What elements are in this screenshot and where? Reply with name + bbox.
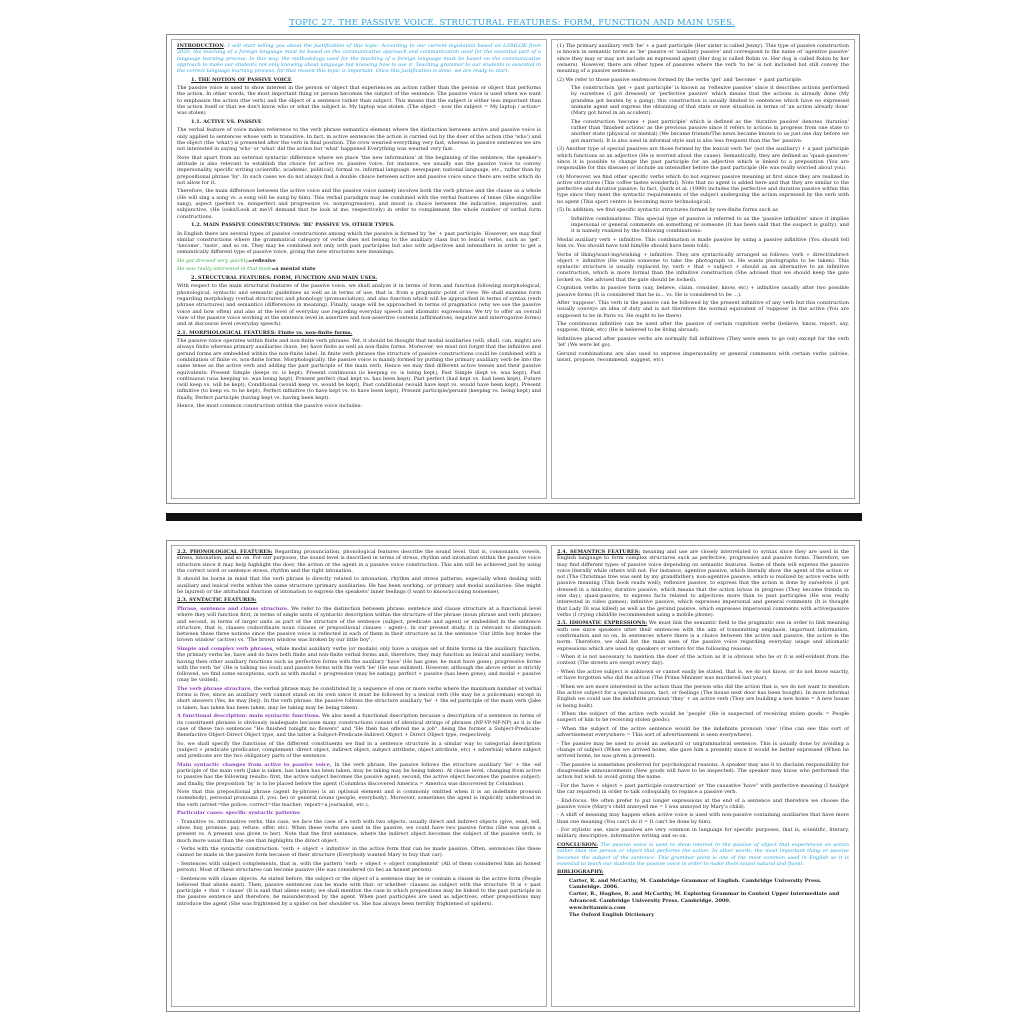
use-item-10: - A shift of meaning may happen when active voice is used with non-passive containing auxiliaries that have more than one meaning (You can't do it = It can't be done by him). [557,812,849,825]
section-1-paragraph: The passive voice is used to show interest in the person or object that experiences an action rather than the person or object that performs the action. In other words, the most important thing or person becomes the subject of the sentence. The passive voice is used when we want to emphasize the action (the verb) and the object of a sentence rather than subject. This means that the subject is either less important than the action itself or that we don't know who or what the subject is. My laptop was stolen. (The object - now the subject = My laptop / action= was stolen) [177,85,541,117]
use-item-8: - For the 'have + object + past participle construction' or 'the causative 'have'' with perfective meaning (I had/got the car repaired) in order to talk colloquially to replace a passive verb. [557,782,849,796]
example-mental-state-text: He was really interested in that book [177,266,272,273]
agent-by-phrase-paragraph: Note that this prepositional phrase (agent by-phrase) is an optional element and is commonly omitted when it is an indefinite pronoun (somebody), personal pronouns (I, you, he) or general nouns (people, everybody). Moreover, sometimes the agent is implicitly understood in the verb (arrest=the police; correct=the teacher; report=a journalist, etc.). [177,789,541,808]
specific-verbs-paragraph: (4) Moreover, we find other specific verbs which do not express passive meaning at first since they are realized in active structures (This coffee tastes wonderful). Note that no agent is added here and that they are similar to the perfective and durative passive. In fact, Quirk et al. (1990) includes the perfective and durative passive within this type since they meet the syntactic requirements of the subject undergoing the action expressed by the verb with no agent (This sport centre is becoming more technological). [557,173,849,205]
use-item-2: - When the active subject is unknown or cannot easily be stated, that is, we do not know, or do not know exactly, or have forgotten who did the action (The Prime Minister was murdered last year). [557,668,849,682]
object-infinitive-item: - Verbs with the syntactic construction: 'verb + object + infinitive' in the active form that can be made passive. Often, sentences like these cannot be made in the passive form because of their structure (Everybody wanted Mary to buy that car). [177,846,541,859]
example-reflexive [177,258,541,264]
bibliography-entry-2: Carter, R., Hughes, R. and McCarthy, M. Exploring Grammar in Context Upper Intermediate and Advanced. Cambridge University Press. Cambridge. 2000. [569,891,840,904]
page-2 [166,540,860,1012]
page-2-left-column [171,545,547,1007]
verb-phrases-subheading: Simple and complex verb phrases, [177,645,274,652]
conclusion-text: The passive voice is used to show interest in the passive of object that experiences an action rather than the person or object that performs the action. In other words, the most important thing or passive becomes the subject of the sentence. This grammar point is one of the most common used in English so it is essential to teach our students the passive voice in order to make them sound natural and fluent. [557,841,849,867]
verb-phrase-structure-text: the verbal phrase may be constituted by a sequence of one or more verbs where the maximum number of verbal forms is five, since an auxiliary verb cannot stand on its own since it must be followed by a lexical verb (He may be a policeman) except in short answers (Yes, he may [be]). In the verb phrase, the passive follows the structure auxiliary 'be' + the ed participle of the main verb (Jake is taken, has taken has been taken, may be taking may be being taken). [177,685,541,711]
transitive-verbs-item: - Transitive vs. intransitive verbs, this case, we face the case of a verb with two objects, usually direct and indirect objects (give, send, tell, show, buy, promise, pay, refuse, offer, etc). When these verbs are used in the passive, we could have two passive forms (She was given a present vs. A present was given to her). Note that the first sentence, where the indirect object becomes the subject of the passive verb, is much more usual than the one that highlights the direct object. [177,818,541,844]
subject-complements-item: - Sentences with subject complements, that is, with the pattern 'verb + object + object complement' (All of them considered him an honest person). Most of these structures can become passive (He was considered (to be) an honest person). [177,860,541,874]
use-item-5: - When the subject of the active sentence would be the indefinite pronoun 'one' (One can see this sort of advertisement everywhere = This sort of advertisement is seen everywhere). [557,725,849,739]
get-passive-bullet: The construction 'get + past participle' is known as 'reflexive passive' since it describes actions performed by ourselves (I got dressed) or 'perfective passive' which means that the actions is already done (My grandma got beaten by a gang); this construction is usually limited to sentences which have no expressed animate agent and express the obtaining of that state or new situation in terms of 'an action already done' (Mary got hired in an accident). [571,85,849,117]
use-item-1: - When it is not necessary to mention the doer of the action as it is obvious who he or it is self-evident from the context (The streets are swept every day). [557,654,849,667]
conclusion-label: CONCLUSION: [557,841,599,848]
section-2-2-heading: 2.2. PHONOLOGICAL FEATURES: [177,549,273,555]
section-1-2-heading: 1.2. MAIN PASSIVE CONSTRUCTIONS: 'BE' PASSIVE VS. OTHER TYPES. [191,222,395,229]
conclusion-paragraph [557,842,849,867]
non-finite-paragraph: (5) In addition, we find specific syntactic structures formed by non-finite forms such as [557,207,778,214]
introduction-label: INTRODUCTION [177,43,224,49]
cognition-verbs-paragraph: Cognition verbs in passive form (say, believe, claim, consider, know, etc) + infinitive usually after two possible passive forms (It is considered that he is... vs. He is considered to be ...). [557,285,849,298]
section-2-1-paragraph-2: Hence, the most common construction within the passive voice includes: [177,403,362,410]
phrase-structure-paragraph [177,606,541,644]
section-1-1-paragraph-2: Note that apart from an external syntactic difference where we place 'the new information' at the beginning of the sentence, the speaker's attitude is also relevant to establish the choice for active vs. passive voice, for instance, we usually use the passive voice to convey impersonality, specific writing (scientific, academic, political), formal vs. informal language, newspaper, national language, etc., rather than by prepositional phrase 'by'. In such cases we do not always find a double choice between active and passive voice since there are verbs which do not allow for it. [177,154,541,186]
example-reflexive-text: He got dressed very quickly [177,257,249,264]
section-1-1-paragraph-3: Therefore, the main difference between the active voice and the passive voice namely involves both the verb phrase and the clause as a whole (He will sing a song vs. a song will be sung by him). This verbal paradigm may be combined with the verbal features of tense (She sings/She sang), aspect (perfect vs. nonperfect and progressive vs. nonprogressive), and mood (a choice between the indicative, imperative, and subjunctive, (He looks/Look at me!/I demand that he look at me, respectively) in order to complement the whole number of verbal form constructions. [177,188,541,220]
idiomatic-text: We must link the semantic field to the pragmatic one in order to link meaning with use since speakers utter their sentences with the aim of transmitting emphasis, important information, confirmation and so on. In sentences where there is a choice between the active and passive, the active is the norm. Therefore, we shall list the main uses of the passive voice regarding everyday usage and idiomatic expressions which are used by speakers or writers for the following reasons: [557,620,849,652]
semantics-text: meaning and use are closely interrelated to syntax since they are used in the English language to form complex structures such as perfective, progressive and passive forms. Therefore, we may find different types of passive voice depending on semantic features. Some of them will express the passive voice literally while others will not. For instance, agentive passive, which literally show the agent of the action or not (The Christmas tree was sent by my grandfather); non-agentive passive, which is realized by active verbs with passive meaning (This book reads well); reflexive passive, to express that the action is done by ourselves (I got dressed in a minute); durative passive, which means that the action is/was in progress (They became friends in one day); quasi-passive, to express facts related to adjectives more than to past participles (He was really interested in video games); infinitive passive, which expresses impersonal and general comments (It is thought that Lady Di was killed) as well as the gerund passive, which expresses impersonal comments with active/passive verbs (I crying child/He recommended using a mobile phone). [557,549,850,618]
page-1-left-column [171,39,547,499]
use-item-11: - For stylistic use, since passives are very common in language for specific purposes, that is, scientific, literary, military, descriptive, informative writing and so on. [557,827,849,840]
section-2-1-heading: 2.1. MORPHOLOGICAL FEATURES: Finite vs. non-finite forms. [177,329,353,336]
syntactic-changes-text: In the verb phrase, the passive follows the structure auxiliary 'be' + the -ed participle of the main verb (Jake is taken, has taken has been taken, may be taking may be being taken). At clause level, changing from active to passive has the following results: first, the active subject becomes the passive agent; second, the active object becomes the passive subject; and finally, the preposition 'by' is to be placed before the agent (Columbus discovered America = America was discovered by Columbus). [177,761,542,787]
use-item-7: - The passive is sometimes preferred for psychological reasons. A speaker may use it to disclaim responsibility for disagreeable announcements (New goods will have to be inspected). The speaker may know who performed the action but wish to avoid giving the name. [557,761,849,781]
example-mental-state [177,266,541,272]
syntactic-changes-paragraph [177,762,541,787]
idiomatic-paragraph [557,620,849,651]
get-become-paragraph: (2) We refer to those passive sentences formed by the verbs 'get' and 'become' + past participle. [557,76,803,83]
full-infinitives-paragraph: Infinitives placed after passive verbs are normally full infinitives (They were seen to go out) except for the verb 'let' (We were let go). [557,335,849,349]
page-divider [166,513,862,521]
verb-phrases-text: while modal auxiliary verbs (or modals) only have a unique set of finite forms in the auxiliary function, the primary verbs be, have and do have both finite and non-finite verbal forms and, therefore, they may function as lexical and auxiliary verbs, having then other auxiliary functions such as perfective forms with the auxiliary 'have' (He has gone, he must have gone); progressive forms with the verb 'be' (He is talking too loud) and passive forms with the verb 'be' (He was enlisted). However, although the above order is strictly followed, we find some exceptions, such as with modal + progressive (may be eating); perfect + passive (has been gone); and modal + passive (may be visited). [177,645,541,684]
syntactic-changes-subheading: Main syntactic changes from active to passive voice, [177,761,332,768]
introduction-text: : I will start telling you about the justification of this topic. According to our current legislation based on LOMLOE from 2020, the teaching of a foreign language must be based on the communicative approach and communication used for the essential part of a language learning process. In this way, the methodology used for the teaching of a foreign language must be based on the communicative approach to make our students not only knowing about language but knowing how to use it. Teaching grammar to our students is essential in the correct language learning process, for that reason this topic is important. Once this justification is done, we are ready to start. [177,43,541,75]
use-item-4: - When the subject of the active verb would be 'people' (He is suspected of receiving stolen goods = People suspect of him to be receiving stolen goods). [557,711,849,724]
introduction-paragraph [177,43,541,74]
functional-description-text: We also need a functional description because a description of a sentence in terms of its constituent phrases is obviously inadequate because many constructions consist of identical strings of phrases (NP-VP-NP-NP) as it is the case of these two sentences "He finished tonight no flowers" and "He then has offered me a job", being the former a Subject-Predicate-Benefactive Object-Direct Object type, and the latter a Subject-Predicate-Indirect Object + Direct Object type, respectively. [177,713,541,739]
section-1-1-paragraph-1: The verbal feature of voice makes reference to the verb phrase semantics element where the distinction between active and passive voice is only applied to sentences whose verb is transitive. In fact, in active sentences the action is carried out by the doer of the action (the 'who') and the object (the 'what') is presented after the verb in final position. The crow wearied everything very fast, whereas in passive sentences we are not interested in saying 'who' or 'what' did the action but 'what' happened Everything was wearied very fast. [177,127,542,153]
functional-description-subheading: A functional description: main syntactic functions. [177,713,321,720]
bibliography-entry-3: www.britannica.com [569,904,626,911]
section-2-3-heading: 2.3. SYNTACTIC FEATURES: [177,597,257,604]
modal-infinitive-paragraph: Modal auxiliary verb + infinitive. This combination is made passive by using a passive infinitive (You should tell him vs. You should have told him/He should have been told). [557,236,849,250]
example-reflexive-tag: =reflexive [248,257,276,264]
page-1 [166,34,860,504]
verb-phrases-paragraph [177,646,541,684]
gerund-combinations-paragraph: Gerund combinations are also used to express impersonality or general comments with certain verbs (advise, insist, propose, recommend, suggest, etc). [557,350,849,363]
bibliography-entry-1: Carter, R. and McCarthy, M. Cambridge Grammar of English. Cambridge University Press. Cambridge. 2006. [569,877,822,891]
semantics-paragraph [557,549,849,618]
section-2-paragraph: With respect to the main structural features of the passive voice, we shall analyze it in terms of form and function following morphological, phonological, syntactic and semantic guidelines as well as in terms of use, that is, from a pragmatic point of view. We shall examine form regarding morphology (verbal structures) and phonology (pronunciation), and also function which will be approached in terms of syntax (verb phrase structures) and semantics (differences in meaning). Finally, usage will be approached in terms of pragmatics (why we use the passive voice and how often) and also at the level of everyday use regarding everyday speech and idiomatic expressions. We try to offer an overall view of the passive voice working at the sentence level in assertive and non-assertive contexts (affirmatives, negative and interrogative forms) and at discourse level (everyday speech). [177,283,541,328]
particular-cases-subheading: Particular cases: specific syntactic patterns: [177,810,301,817]
section-2-1-paragraph-1: The passive voice operates within finite and non-finite verb phrases. Yet, it should be thought that modal auxiliaries (will, shall, can, might) are always finite whereas primary auxiliaries (have, be) have finite as well as non-finite forms. Moreover, we must not forget that the infinitive and gerund forms are embedded within the non-finite label. In finite verb phrases the structure of passive constructions could be combined with a combination of finite vs. non-finite forms. Morphologically, the passive voice is mainly formed by putting the primary auxiliary verb be into the same tense as the active verb and adding the past participle of the main verb. Hence we may find different active tenses and their passive equivalents: Present Simple (keeps vs. is kept), Present continuous (is keeping vs. is being kept), Past Simple (kept vs. was kept), Past continuous (was keeping vs. was being kept), Present perfect (had kept vs. has been kept), Past perfect (had kept vs. had been kept), Future (will keep vs. will be kept), Conditional (would keep vs. would be kept), Past conditional (would have kept vs. would have been kept), Present infinitive (to keep vs. to be kept), Perfect infinitive (to have kept vs. to have been kept), Present participle/gerund (keeping vs. being kept) and finally, Perfect participle (having kept vs. having been kept). [177,338,541,401]
phonological-text-1: Regarding pronunciation, phonological features describe the sound level, that is, consonants, vowels, stress, intonation, and so on. For our purposes, the sound level is described in terms of stress, rhythm and intonation within the passive voice structure since it may help highlight the doer, the action or the agent in a passive voice construction. This aim will be achieved just by using the correct word or sentence stress, rhythm and the right intonation. [177,549,542,574]
phonological-paragraph-1 [177,549,541,574]
page-1-right-column [551,39,855,499]
use-item-6: - The passive may be used to avoid an awkward or ungrammatical sentence. This is usually done by avoiding a change of subject (When we arrived home, she gave him a present) since it would be better expressed (When he arrived home, he was given a present). [557,740,849,760]
section-1-heading: 1. THE NOTION OF PASSIVE VOICE [191,76,292,83]
section-2-5-heading: 2.5. IDIOMATIC EXPRESSIONS: [557,620,648,627]
quasi-passive-paragraph: (3) Another type of special passives are those formed by the lexical verb 'be' (not the auxiliary) + a past participle which functions as an adjective (He is worried about the cause). Semantically, they are defined as 'quasi-passives' since it is possible to change the past participle for an adjective which is linked to a preposition (You are responsible for this disease) or include an intensifier before the past participle (He was really worried about you). [557,146,849,172]
continuous-infinitive-paragraph: The continuous infinitive can be used after the passive of certain cognition verbs (believe, know, report, say, suppose, think, etc) (He is believed to be living abroad). [557,321,849,334]
infinitive-combinations-bullet: Infinitive combinations: This special type of passive is referred to as the 'passive infinitive' since it implies impersonal or general comments on something or someone (It has been said that the suspect is guilty), and it is namely realized by the following combinations: [571,215,849,235]
suppose-paragraph: After 'suppose'. This verb in the passive can be followed by the present infinitive of any verb but this construction usually conveys an idea of duty and is not therefore the normal equivalent of 'suppose' in the active (You are supposed to be in Paris vs. He ought to be there). [557,300,849,319]
phonological-paragraph-2: It should be borne in mind that the verb phrase is directly related to intonation, rhythm and stress patterns, especially when dealing with auxiliary and lexical verbs within the same structure (primary auxiliaries: He has been working, or primary and modal auxiliaries: She might be injured) or the attitudinal function of intonation to express the speakers' inner feelings (I want to know/accusing nonsense). [177,576,541,595]
verb-phrase-structure-paragraph [177,686,541,711]
bibliography-heading: BIBLIOGRAPHY: [557,869,604,876]
example-mental-state-tag: =a mental state [271,266,316,273]
use-item-3: - When we are more interested in the action than the person who did the action that is, we do not want to mention the active subject for a special reason, tact, or feelings (The house next door has been bought). In more informal English we could use the indefinite pronoun 'they' + an active verb (They are building a new home = A new house is being built). [557,683,849,709]
functional-description-paragraph [177,713,541,738]
clause-objects-item: - Sentences with clause objects. As stated before, the subject or the object of a sentence may be or contain a clause in the active form (People believed that aliens exist). Then, passive sentences can be made with that- or whether- clauses as subject with the structure 'It is + past participle + that + clause' (It is said that aliens exist); we shall mention the case in which prepositions may be linked to the past participle in the passive sentence and therefore, be misunderstood by the agent. When past participles are used as adjectives, other prepositions may introduce the agent (She was frightened by a spider on her shoulder vs. She has always been terribly frightened of spiders). [177,875,541,907]
section-2-4-heading: 2.4. SEMANTICS FEATURES: [557,549,641,555]
constituent-functions-paragraph: So, we shall specify the functions of the different constituents we find in a sentence structure in a similar way to categorial description (subject + predicate (predicator; complement -direct object, indirect object, subject attribute, object attribute, etc) + adverbial) where subject and predicate are the two obligatory parts of the sentence. [177,740,541,760]
phrase-structure-text: We refer to the distinction between phrase, sentence and clause structure at a functional level where they will function first, in terms of single units of syntactic description within the structure of the phrase (noun phrase and verb phrase) and second, in terms of larger units as part of the structure of the sentence (subject, predicate and agent) or embedded in the sentence structure, that is, clauses (subordinate noun clauses or prepositional clauses - agent-). In our present study, it is relevant to distinguish between these three notions since the passive voice is reflected in each of them in their structure as in the sentence 'Our little boy broke the brown window' (active) vs. 'The brown window was broken by our little boy'. [177,605,542,644]
phrase-structure-subheading: Phrase, sentence and clause structure. [177,605,289,612]
section-2-heading: 2. STRUCTURAL FEATURES: FORM, FUNCTION AND MAIN USES. [191,274,378,281]
verb-phrase-structure-subheading: The verb phrase structure, [177,685,253,692]
page-2-right-column [551,545,855,1007]
liking-verbs-paragraph: Verbs of liking/want-ing/wishing + infinitive. They are syntactically arranged as follows: verb + direct/indirect object + infinitive (He wants someone to take the photograph vs. He wants photographs to be taken). This syntactic structure is usually replaced by: verb + that + subject + should as an alternative to an infinitive construction, which is more formal than the infinitive construction (She advised that we should keep the gate locked vs. She advised that the gate should be locked). [557,251,849,283]
be-passive-paragraph: (1) The primary auxiliary verb 'be' + a past participle (Her sister is called Jenny). This type of passive construction is known in semantic terms as 'be' passive or 'auxiliary passive' and correspond to the name of 'agentive passive' since they may or may not include an expressed agent (Her dog is called Robin vs. Her dog is called Robin by her owners). However, there are other types of passives where the verb 'to be' is not included but still convey the meaning of a passive sentence. [557,43,849,75]
use-item-9: - End-focus. We often prefer to put longer expressions at the end of a sentence and therefore we choose the passive voice (Mary's child annoyed me = I was annoyed by Mary's child). [557,797,849,810]
bibliography-entry-4: The Oxford English Dictionary [569,912,655,919]
document-title: TOPIC 27. THE PASSIVE VOICE. STRUCTURAL FEATURES: FORM, FUNCTION AND MAIN USES. [289,18,735,28]
section-1-1-heading: 1.1. ACTIVE VS. PASSIVE [191,118,262,125]
become-passive-bullet: The construction 'become + past participle' which is defined as the 'durative passive' denotes 'duration' rather than 'finished actions' as the previous passive since it refers to actions in progress from one state to another state (physical or mental) (We became friends/The news became known to us just one day before we got married). It is also used in informal style and is also less frequent than the 'be' passive. [571,118,849,144]
section-1-2-paragraph: In English there are several types of passive constructions among which the passive is formed by 'be' + past participle. However, we may find similar constructions where the grammatical category of verbs does not belong to the auxiliary class but to lexical verbs, such as 'get', 'become', 'taste', and so on. They may be combined not only with past participles but also with adjectives and intensifiers in order to get a semantically different type of passive voice, giving the new structures new meanings. [177,230,541,256]
